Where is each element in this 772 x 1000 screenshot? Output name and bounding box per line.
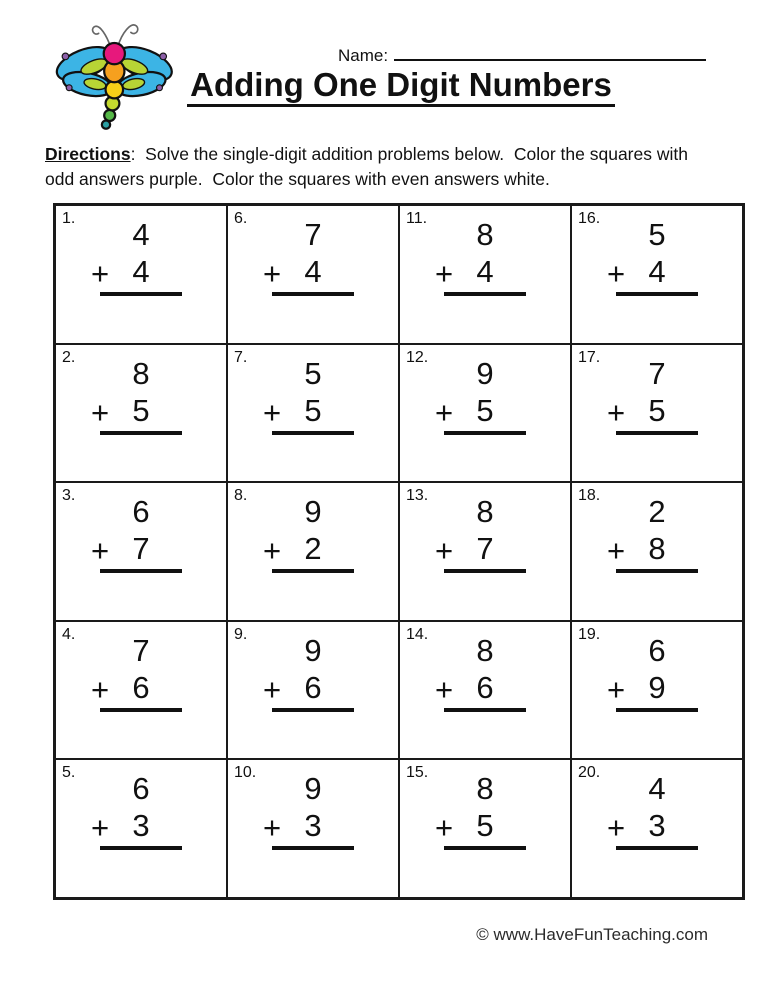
problem-number: 1. xyxy=(62,210,76,227)
problem-number: 19. xyxy=(578,625,601,643)
problem-cell-4 xyxy=(55,621,227,760)
answer-line[interactable] xyxy=(616,846,698,850)
bottom-addend: 6 xyxy=(132,669,150,705)
problem-cell-3 xyxy=(55,482,227,621)
bottom-addend-row xyxy=(263,254,354,291)
problem-number: 5. xyxy=(62,764,76,782)
bottom-addend: 3 xyxy=(648,808,666,844)
plus-sign: + xyxy=(91,671,110,707)
plus-sign: + xyxy=(607,671,626,707)
bottom-addend: 7 xyxy=(132,531,150,567)
bottom-addend-row xyxy=(435,669,526,707)
top-addend: 8 xyxy=(476,632,494,668)
bottom-addend-row xyxy=(607,254,698,291)
problem-cell-8 xyxy=(227,482,399,621)
bottom-addend-row xyxy=(91,254,182,291)
bottom-addend: 4 xyxy=(304,254,322,289)
answer-line[interactable] xyxy=(272,708,354,712)
addition-problem xyxy=(607,771,698,850)
plus-sign: + xyxy=(91,810,110,846)
addition-problem xyxy=(435,217,526,296)
bottom-addend: 6 xyxy=(476,669,494,705)
plus-sign: + xyxy=(607,810,626,846)
problem-number: 6. xyxy=(234,210,248,227)
plus-sign: + xyxy=(263,256,282,291)
problem-number: 2. xyxy=(62,348,76,366)
bottom-addend: 3 xyxy=(304,808,322,844)
name-row xyxy=(338,42,706,66)
bottom-addend-row xyxy=(435,808,526,846)
plus-sign: + xyxy=(607,256,626,291)
plus-sign: + xyxy=(607,394,626,430)
bottom-addend: 5 xyxy=(476,808,494,844)
title-wrap xyxy=(30,66,772,107)
addition-problem xyxy=(435,771,526,850)
problem-cell-20 xyxy=(571,759,743,898)
problem-cell-2 xyxy=(55,344,227,483)
addition-problem xyxy=(91,771,182,850)
page-title: Adding One Digit Numbers xyxy=(187,66,615,107)
problem-number: 16. xyxy=(578,210,601,227)
addition-problem xyxy=(263,632,354,712)
problem-number: 9. xyxy=(234,625,248,643)
addition-problem xyxy=(435,632,526,712)
problem-cell-10 xyxy=(227,759,399,898)
top-addend: 8 xyxy=(476,217,494,252)
answer-line[interactable] xyxy=(616,292,698,296)
bottom-addend: 4 xyxy=(648,254,666,289)
problem-cell-7 xyxy=(227,344,399,483)
addition-problem xyxy=(435,494,526,573)
top-addend: 5 xyxy=(648,217,666,252)
addition-problem xyxy=(607,217,698,296)
bottom-addend-row xyxy=(607,392,698,430)
answer-line[interactable] xyxy=(444,708,526,712)
problem-number: 8. xyxy=(234,487,248,505)
bottom-addend: 5 xyxy=(304,392,322,428)
answer-line[interactable] xyxy=(100,292,182,296)
bottom-addend-row xyxy=(91,669,182,707)
top-addend: 2 xyxy=(648,494,666,530)
plus-sign: + xyxy=(91,256,110,291)
bottom-addend-row xyxy=(263,392,354,430)
bottom-addend-row xyxy=(435,531,526,569)
answer-line[interactable] xyxy=(444,292,526,296)
problem-cell-17 xyxy=(571,344,743,483)
bottom-addend-row xyxy=(435,392,526,430)
bottom-addend: 4 xyxy=(132,254,150,289)
problem-cell-12 xyxy=(399,344,571,483)
addition-problem xyxy=(263,217,354,296)
answer-line[interactable] xyxy=(616,708,698,712)
addition-problem xyxy=(263,494,354,573)
bottom-addend-row xyxy=(263,808,354,846)
bottom-addend: 4 xyxy=(476,254,494,289)
answer-line[interactable] xyxy=(272,846,354,850)
problem-number: 13. xyxy=(406,487,429,505)
addition-problem xyxy=(263,771,354,850)
problem-number: 15. xyxy=(406,764,429,782)
top-addend: 7 xyxy=(132,632,150,668)
top-addend: 8 xyxy=(132,355,150,391)
problem-cell-15 xyxy=(399,759,571,898)
top-addend: 9 xyxy=(476,355,494,391)
problem-cell-19 xyxy=(571,621,743,760)
plus-sign: + xyxy=(91,394,110,430)
name-input-line[interactable] xyxy=(394,42,706,61)
bottom-addend: 7 xyxy=(476,531,494,567)
top-addend: 9 xyxy=(304,771,322,807)
problem-number: 7. xyxy=(234,348,248,366)
problem-number: 3. xyxy=(62,487,76,505)
plus-sign: + xyxy=(263,533,282,569)
addition-problem xyxy=(91,355,182,435)
answer-line[interactable] xyxy=(272,569,354,573)
bottom-addend: 5 xyxy=(648,392,666,428)
bottom-addend: 5 xyxy=(476,392,494,428)
answer-line[interactable] xyxy=(616,569,698,573)
addition-problem xyxy=(91,494,182,573)
top-addend: 4 xyxy=(132,217,150,252)
plus-sign: + xyxy=(263,810,282,846)
answer-line[interactable] xyxy=(272,292,354,296)
plus-sign: + xyxy=(607,533,626,569)
answer-line[interactable] xyxy=(100,431,182,435)
problem-cell-5 xyxy=(55,759,227,898)
addition-problem xyxy=(607,632,698,712)
top-addend: 9 xyxy=(304,494,322,530)
antenna-right xyxy=(118,25,138,46)
problem-cell-11 xyxy=(399,205,571,344)
problem-cell-9 xyxy=(227,621,399,760)
problem-cell-13 xyxy=(399,482,571,621)
problem-cell-14 xyxy=(399,621,571,760)
answer-line[interactable] xyxy=(100,846,182,850)
problem-number: 12. xyxy=(406,348,429,366)
problems-grid xyxy=(53,203,745,900)
plus-sign: + xyxy=(435,671,454,707)
bottom-addend-row xyxy=(91,808,182,846)
bottom-addend: 3 xyxy=(132,808,150,844)
top-addend: 7 xyxy=(304,217,322,252)
problem-number: 4. xyxy=(62,625,76,643)
top-addend: 4 xyxy=(648,771,666,807)
bottom-addend-row xyxy=(263,669,354,707)
top-addend: 6 xyxy=(132,771,150,807)
addition-problem xyxy=(91,632,182,712)
top-addend: 7 xyxy=(648,355,666,391)
problem-cell-6 xyxy=(227,205,399,344)
problem-number: 14. xyxy=(406,625,429,643)
bottom-addend-row xyxy=(435,254,526,291)
problem-number: 11. xyxy=(406,210,428,227)
problem-number: 17. xyxy=(578,348,601,366)
addition-problem xyxy=(91,217,182,296)
copyright-text: © www.HaveFunTeaching.com xyxy=(476,925,708,944)
directions-label: Directions xyxy=(45,144,131,164)
top-addend: 5 xyxy=(304,355,322,391)
problem-cell-16 xyxy=(571,205,743,344)
bottom-addend-row xyxy=(607,531,698,569)
bottom-addend-row xyxy=(91,392,182,430)
bottom-addend: 5 xyxy=(132,392,150,428)
top-addend: 8 xyxy=(476,771,494,807)
answer-line[interactable] xyxy=(444,846,526,850)
answer-line[interactable] xyxy=(444,431,526,435)
addition-problem xyxy=(263,355,354,435)
bottom-addend-row xyxy=(607,808,698,846)
top-addend: 9 xyxy=(304,632,322,668)
top-addend: 6 xyxy=(132,494,150,530)
bottom-addend: 6 xyxy=(304,669,322,705)
bottom-addend: 9 xyxy=(648,669,666,705)
plus-sign: + xyxy=(435,256,454,291)
addition-problem xyxy=(607,355,698,435)
plus-sign: + xyxy=(435,533,454,569)
addition-problem xyxy=(607,494,698,573)
bottom-addend-row xyxy=(607,669,698,707)
answer-line[interactable] xyxy=(100,708,182,712)
plus-sign: + xyxy=(263,671,282,707)
top-addend: 6 xyxy=(648,632,666,668)
plus-sign: + xyxy=(263,394,282,430)
plus-sign: + xyxy=(435,394,454,430)
top-addend: 8 xyxy=(476,494,494,530)
problem-number: 18. xyxy=(578,487,601,505)
plus-sign: + xyxy=(435,810,454,846)
bottom-addend-row xyxy=(263,531,354,569)
problem-number: 20. xyxy=(578,764,601,782)
problem-cell-18 xyxy=(571,482,743,621)
answer-line[interactable] xyxy=(100,569,182,573)
directions xyxy=(45,142,713,192)
problem-number: 10. xyxy=(234,764,257,782)
answer-line[interactable] xyxy=(272,431,354,435)
addition-problem xyxy=(435,355,526,435)
bottom-addend: 2 xyxy=(304,531,322,567)
plus-sign: + xyxy=(91,533,110,569)
answer-line[interactable] xyxy=(616,431,698,435)
name-label: Name: xyxy=(338,46,389,65)
bottom-addend: 8 xyxy=(648,531,666,567)
answer-line[interactable] xyxy=(444,569,526,573)
problem-cell-1 xyxy=(55,205,227,344)
bottom-addend-row xyxy=(91,531,182,569)
directions-text: : Solve the single-digit addition problems below. Color the squares with odd answers purple. Color the squares with even answers white. xyxy=(45,144,693,189)
